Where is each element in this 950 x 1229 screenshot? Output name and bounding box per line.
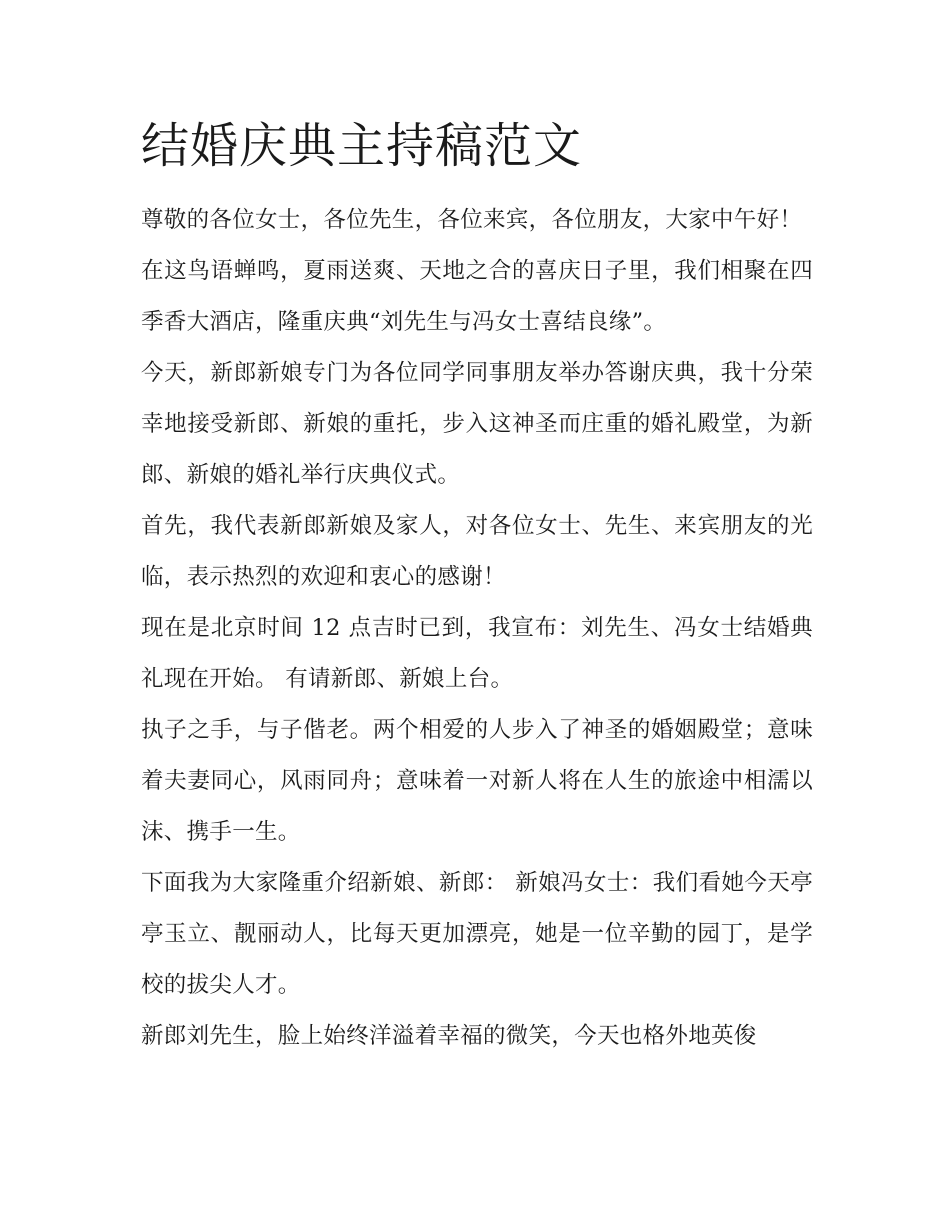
- paragraph-greeting: 尊敬的各位女士，各位先生，各位来宾，各位朋友，大家中午好！: [141, 207, 803, 233]
- paragraph-groom-intro: 新郎刘先生，脸上始终洋溢着幸福的微笑，今天也格外地英俊: [141, 1023, 757, 1049]
- paragraph-vows: 执子之手，与子偕老。两个相爱的人步入了神圣的婚姻殿堂；意味着夫妻同心，风雨同舟；意味着一对新人将在人生的旅途中相濡以沫、携手一生。: [141, 717, 813, 845]
- paragraph-ceremony-start: 现在是北京时间 12 点吉时已到，我宣布：刘先生、冯女士结婚典礼现在开始。 有请新郎、新娘上台。: [141, 615, 813, 692]
- paragraph-purpose: 今天，新郎新娘专门为各位同学同事朋友举办答谢庆典，我十分荣幸地接受新郎、新娘的重托，步入这神圣而庄重的婚礼殿堂，为新郎、新娘的婚礼举行庆典仪式。: [141, 360, 813, 488]
- paragraph-welcome: 首先，我代表新郎新娘及家人，对各位女士、先生、来宾朋友的光临，表示热烈的欢迎和衷心的感谢！: [141, 513, 813, 590]
- document-title: 结婚庆典主持稿范文: [141, 118, 583, 174]
- paragraph-occasion: 在这鸟语蝉鸣，夏雨送爽、天地之合的喜庆日子里，我们相聚在四季香大酒店，隆重庆典“刘先生与冯女士喜结良缘”。: [141, 258, 813, 335]
- document-body: [141, 113, 813, 1062]
- paragraph-bride-intro: 下面我为大家隆重介绍新娘、新郎： 新娘冯女士：我们看她今天亭亭玉立、靓丽动人，比每天更加漂亮，她是一位辛勤的园丁，是学校的拔尖人才。: [141, 870, 813, 998]
